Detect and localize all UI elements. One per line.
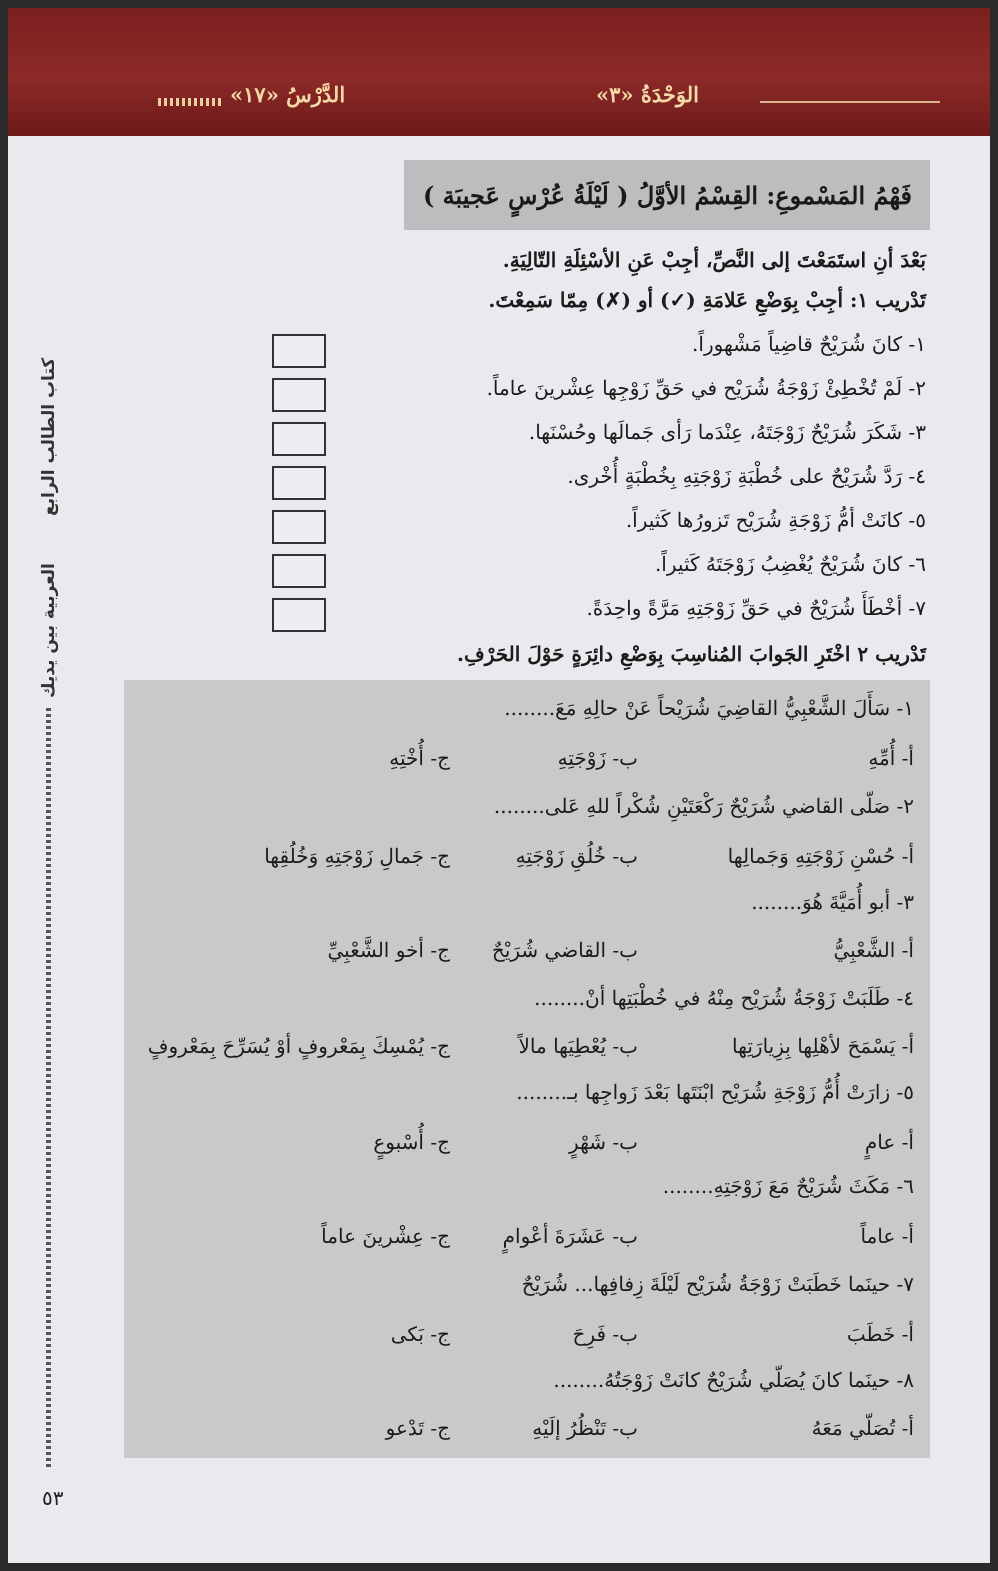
- textbook-page: [8, 8, 990, 1563]
- mc-question: ٨- حينَما كانَ يُصَلّي شُرَيْحٌ كانَتْ زَوْجَتُهُ........: [553, 1368, 914, 1392]
- section-title: فَهْمُ المَسْموعِ: القِسْمُ الأوَّلُ ( لَيْلَةُ عُرْسٍ عَجيبَة ): [404, 160, 930, 230]
- exercise2-title: تَدْريب ٢ اخْتَرِ الجَوابَ المُناسِبَ بِوَضْعِ دائِرَةٍ حَوْلَ الحَرْفِ.: [457, 642, 926, 666]
- tf-statement: ٤- رَدَّ شُرَيْحٌ على خُطْبَةِ زَوْجَتِهِ بِخُطْبَةٍ أُخْرى.: [567, 464, 926, 488]
- answer-box[interactable]: [272, 466, 326, 500]
- mc-option-b[interactable]: ب- القاضي شُرَيْحٌ: [491, 938, 638, 962]
- mc-question: ٥- زارَتْ أُمُّ زَوْجَةِ شُرَيْح ابْنَتَها بَعْدَ زَواجِها بـ........: [516, 1080, 914, 1104]
- lesson-label: الدَّرْسُ «١٧»: [230, 82, 346, 107]
- header-rule: [760, 101, 940, 103]
- header-dots: [158, 98, 222, 106]
- mc-option-a[interactable]: أ- عامٍ: [864, 1130, 914, 1154]
- mc-option-c[interactable]: ج- عِشْرينَ عاماً: [321, 1224, 450, 1248]
- mc-option-c[interactable]: ج- جَمالِ زَوْجَتِهِ وَخُلُقِها: [264, 844, 450, 868]
- tf-statement: ٣- شَكَرَ شُرَيْحٌ زَوْجَتَهُ، عِنْدَما رَأى جَمالَها وحُسْنَها.: [528, 420, 926, 444]
- mc-option-b[interactable]: ب- خُلُقِ زَوْجَتِهِ: [515, 844, 638, 868]
- mc-option-c[interactable]: ج- أُسْبوعٍ: [373, 1130, 450, 1154]
- mc-option-b[interactable]: ب- عَشَرَةَ أعْوامٍ: [502, 1224, 638, 1248]
- tf-statement: ١- كانَ شُرَيْحٌ قاضِياً مَشْهوراً.: [692, 332, 926, 356]
- instruction: بَعْدَ أنِ استَمَعْتَ إلى النَّصِّ، أجِبْ عَنِ الأسْئِلَةِ التّالِيَةِ.: [502, 248, 926, 272]
- mc-option-a[interactable]: أ- الشَّعْبِيُّ: [833, 938, 914, 962]
- answer-box[interactable]: [272, 510, 326, 544]
- mc-option-b[interactable]: ب- فَرِحَ: [572, 1322, 638, 1346]
- header-banner: [8, 8, 990, 136]
- answer-box[interactable]: [272, 554, 326, 588]
- mc-question: ٣- أبو أُمَيَّةَ هُوَ........: [751, 890, 914, 914]
- mc-option-c[interactable]: ج- تَدْعو: [385, 1416, 450, 1440]
- side-dotted-rule: [46, 708, 51, 1468]
- exercise1-title: تَدْريب ١: أجِبْ بِوَضْعِ عَلامَةِ (✓) أو (✗) مِمّا سَمِعْتَ.: [488, 288, 926, 312]
- tf-statement: ٧- أخْطَأَ شُرَيْحٌ في حَقِّ زَوْجَتِهِ مَرَّةً واحِدَةً.: [586, 596, 926, 620]
- answer-box[interactable]: [272, 334, 326, 368]
- answer-box[interactable]: [272, 378, 326, 412]
- mc-option-c[interactable]: ج- أُخْتِهِ: [389, 746, 450, 770]
- tf-statement: ٢- لَمْ تُخْطِئْ زَوْجَةُ شُرَيْح في حَقِّ زَوْجِها عِشْرينَ عاماً.: [486, 376, 926, 400]
- mc-question: ٦- مَكَثَ شُرَيْحٌ مَعَ زَوْجَتِهِ........: [662, 1174, 914, 1198]
- mc-option-b[interactable]: ب- شَهْرٍ: [569, 1130, 638, 1154]
- mc-option-b[interactable]: ب- يُعْطِيَها مالاً: [518, 1034, 638, 1058]
- page-number: ٥٣: [42, 1486, 64, 1510]
- mc-option-a[interactable]: أ- يَسْمَحَ لأهْلِها بِزِيارَتِها: [732, 1034, 914, 1058]
- mc-question: ٢- صَلّى القاضي شُرَيْحٌ رَكْعَتَيْنِ شُكْراً للهِ عَلى........: [493, 794, 914, 818]
- mc-option-c[interactable]: ج- أخو الشَّعْبِيِّ: [327, 938, 450, 962]
- mc-option-c[interactable]: ج- بَكى: [390, 1322, 450, 1346]
- mc-option-c[interactable]: ج- يُمْسِكَ بِمَعْروفٍ أوْ يُسَرِّحَ بِمَعْروفٍ: [147, 1034, 450, 1058]
- book-side-title: [34, 358, 64, 698]
- mc-option-b[interactable]: ب- زَوْجَتِهِ: [557, 746, 638, 770]
- answer-box[interactable]: [272, 422, 326, 456]
- mc-option-a[interactable]: أ- عاماً: [860, 1224, 914, 1248]
- mc-option-a[interactable]: أ- حُسْنِ زَوْجَتِهِ وَجَمالِها: [727, 844, 914, 868]
- tf-statement: ٥- كانَتْ أمُّ زَوْجَةِ شُرَيْح تَزورُها كَثيراً.: [625, 508, 926, 532]
- unit-label: الوَحْدَةُ «٣»: [596, 82, 699, 107]
- mc-question: ٤- طَلَبَتْ زَوْجَةُ شُرَيْح مِنْهُ في خُطْبَتِها أنْ........: [534, 986, 914, 1010]
- answer-box[interactable]: [272, 598, 326, 632]
- tf-statement: ٦- كانَ شُرَيْحٌ يُغْضِبُ زَوْجَتَهُ كَثيراً.: [654, 552, 926, 576]
- mc-option-a[interactable]: أ- تُصَلّي مَعَهُ: [811, 1416, 914, 1440]
- mc-option-b[interactable]: ب- تَنْظُرُ إلَيْهِ: [532, 1416, 638, 1440]
- mc-option-a[interactable]: أ- أُمِّهِ: [868, 746, 914, 770]
- book-part: كتاب الطالب الرابع: [39, 358, 59, 517]
- mc-option-a[interactable]: أ- خَطَبَ: [846, 1322, 914, 1346]
- mc-question: ١- سَأَلَ الشَّعْبِيُّ القاضِيَ شُرَيْحاً عَنْ حالِهِ مَعَ........: [504, 696, 914, 720]
- mc-question: ٧- حينَما خَطَبَتْ زَوْجَةُ شُرَيْح لَيْلَةَ زِفافِها... شُرَيْحٌ: [521, 1272, 914, 1296]
- book-title: العربية بين يديك: [39, 563, 59, 698]
